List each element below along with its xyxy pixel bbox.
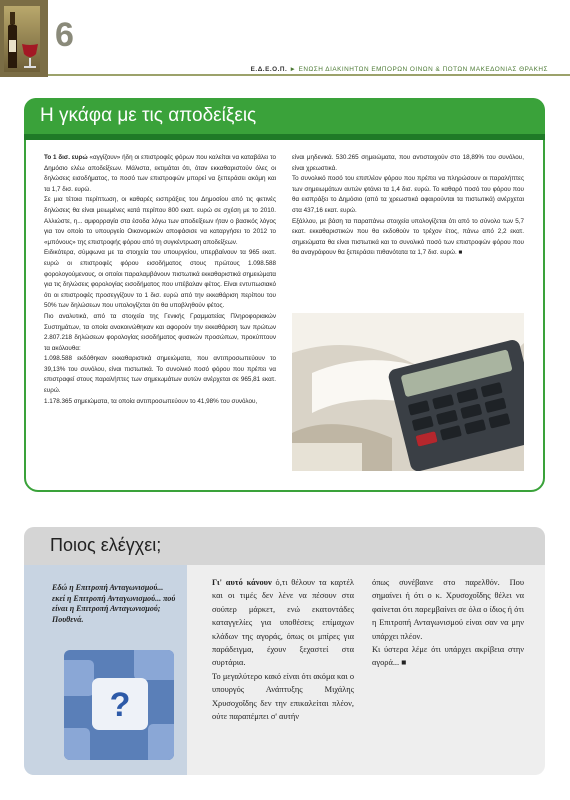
header-organization [251,66,548,73]
wine-bottle-icon [4,6,40,72]
question-mark-icon: ? [109,686,131,724]
org-acronym: Ε.Δ.Ε.Ο.Π. [250,66,288,73]
lead-in: Το 1 δισ. ευρώ [44,154,88,161]
paragraph: Το συνολικό ποσό του επιπλέον φόρου που πρέπει να πληρώσουν οι παραλήπτες των σημειωμάτων αυτών φτάνει τα 1,4 δισ. ευρώ. Το καθαρό ποσό του φόρου που θα εισπράξει το Δημόσιο (από τα χρεωστικά αφαιρούνται τα πιστωτικά) ανέρχεται στα 437,16 εκατ. ευρώ. [292,175,524,214]
article-column-2 [292,153,524,259]
article-column-1 [44,153,276,407]
calculator-receipt-photo [292,313,524,471]
paragraph [44,153,276,195]
paragraph-text: «αγγίζουν» ήδη οι επιστροφές φόρων που καλείται να καταβάλει το Δημόσιο ελέω αποδείξεων. Μάλιστα, εκτιμάται ότι, όταν εκκαθαριστούν όλες οι δηλώσεις εισοδήματος, το ποσό των επιστροφών μπορεί να ξεπεράσει ακόμη και τα 1,7 δισ. ευρώ. [44,154,276,193]
paragraph-text: Κι ύστερα λέμε ότι υπάρχει ακρίβεια στην αγορά... [372,645,524,668]
end-mark: ■ [458,249,463,257]
calculator-icon [292,313,524,471]
paragraph: είναι μηδενικά. 530.265 σημειώματα, που αντιστοιχούν στο 18,89% του συνόλου, είναι χρεωστικά. [292,154,524,172]
article-title-banner [24,98,545,134]
section-title: Ποιος ελέγχει; [50,535,162,555]
section-column-1 [212,576,354,723]
paragraph: όπως συνέβαινε στο παρελθόν. Που σημαίνει ή ότι ο κ. Χρυσοχοΐδης θέλει να φαίνεται ότι παρεμβαίνει σε όλα ο ίδιος ή ότι η Επιτροπή Ανταγωνισμού είναι σαν να μην υπάρχει πλέον. [372,578,524,641]
article-title: Η γκάφα με τις αποδείξεις [40,105,257,126]
banner-strip [24,134,545,140]
paragraph: 1.098.588 εκδόθηκαν εκκαθαριστικά σημειώματα, που αντιπροσωπεύουν το 39,13% του συνόλου, είναι πιστωτικά. Το συνολικό ποσό φόρου που πρέπει να επιστραφεί στους παραλήπτες των σημειωμάτων αυτών ανέρχεται σε 965,81 εκατ. ευρώ. [44,355,276,395]
lead-in: Γι' αυτό κάνουν [212,578,272,587]
keyboard-question-icon [64,650,174,760]
paragraph-text: Εξάλλου, με βάση τα παραπάνω στοιχεία υπολογίζεται ότι από το σύνολο των 5,7 εκατ. εκκαθαριστικών που θα εκδοθούν το τρέχον έτος, πάνω από 2,2 εκατ. σημειώματα θα είναι πιστωτικά και το συνολικό ποσό των επιστροφών φόρου που θα αναγράφουν θα ξεπεράσει πιθανότατα τα 1,7 δισ. ευρώ. [292,217,524,257]
paragraph: Σε μια τέτοια περίπτωση, οι καθαρές εισπράξεις του Δημοσίου από τις φετινές δηλώσεις θα είναι μειωμένες κατά περίπου 800 εκατ. ευρώ σε σχέση με το 2010. Αλλιώστε, η... αμφορραγία στα έσοδα λόγω των αποδείξεων ήταν ο βασικός λόγος για τον οποίο το υπουργείο Οικονομικών αποφάσισε να καταργήσει το 2012 το «μπόνους» της επιστροφής φόρου από τη συγκέντρωση αποδείξεων. [44,196,276,246]
paragraph: Το μεγαλύτερο κακό είναι ότι ακόμα και ο υπουργός Ανάπτυξης Μιχάλης Χρυσοχοΐδης δεν την επικαλείται πλέον, ούτε παραπέμπει σ' αυτήν [212,671,355,722]
arrow-icon: ► [289,66,297,73]
question-key-photo [64,650,174,760]
section-column-2 [372,576,524,670]
paragraph-text: ό,τι θέλουν τα καρτέλ και οι τιμές δεν λένε να πέσουν στα σούπερ μάρκετ, ενώ εκατοντάδες καταγγελίες για υποθέσεις επίμαχων κλάδων της αγοράς, όπως οι μπίρες για παράδειγμα, έχουν ξεχαστεί στα συρτάρια. [212,578,354,668]
paragraph: 1.178.365 σημειώματα, τα οποία αντιπροσωπεύουν το 41,98% του συνόλου, [44,397,258,405]
page-number: 6 [55,16,74,54]
header-rule [48,74,570,76]
paragraph: Ειδικότερα, σύμφωνα με τα στοιχεία του υπουργείου, υπερβαίνουν τα 965 εκατ. ευρώ οι επιστροφές φόρου εισοδήματος στους πρώτους 1.098.588 φορολογούμενους, οι οποίοι παραλαμβάνουν πιστωτικά εκκαθαριστικά σημειώματα για τις δηλώσεις φορολογίας εισοδήματος που υπέβαλαν φέτος. Είναι εντυπωσιακό ότι οι επιστροφές προσεγγίζουν το 1 δισ. ευρώ από την εκκαθάριση περίπου του 50% των δηλώσεων που υπολογίζεται ότι θα υποβληθούν φέτος. [44,249,276,310]
wine-bottle-glass-image [4,6,40,72]
paragraph: Πιο αναλυτικά, από τα στοιχεία της Γενικής Γραμματείας Πληροφοριακών Συστημάτων, τα οποία ανακοινώθηκαν και αφορούν την εκκαθάριση των πρώτων 2.807.218 δηλώσεων φορολογίας εισοδήματος φυσικών προσώπων, προκύπτουν τα ακόλουθα: [44,312,276,352]
paragraph [292,217,524,259]
paragraph [372,643,524,670]
header-corner-image [0,0,48,77]
sidebar-quote: Εδώ η Επιτροπή Ανταγωνισμού... εκεί η Επιτροπή Ανταγωνισμού... πού είναι η Επιτροπή Ανταγωνισμού; Πουθενά. [52,583,176,624]
paragraph [212,576,354,670]
section-title-bar [24,527,545,565]
end-mark: ■ [401,658,407,668]
org-full-name: ΕΝΩΣΗ ΔΙΑΚΙΝΗΤΩΝ ΕΜΠΟΡΩΝ ΟΙΝΩΝ & ΠΟΤΩΝ ΜΑΚΕΔΟΝΙΑΣ ΘΡΑΚΗΣ [298,66,548,73]
